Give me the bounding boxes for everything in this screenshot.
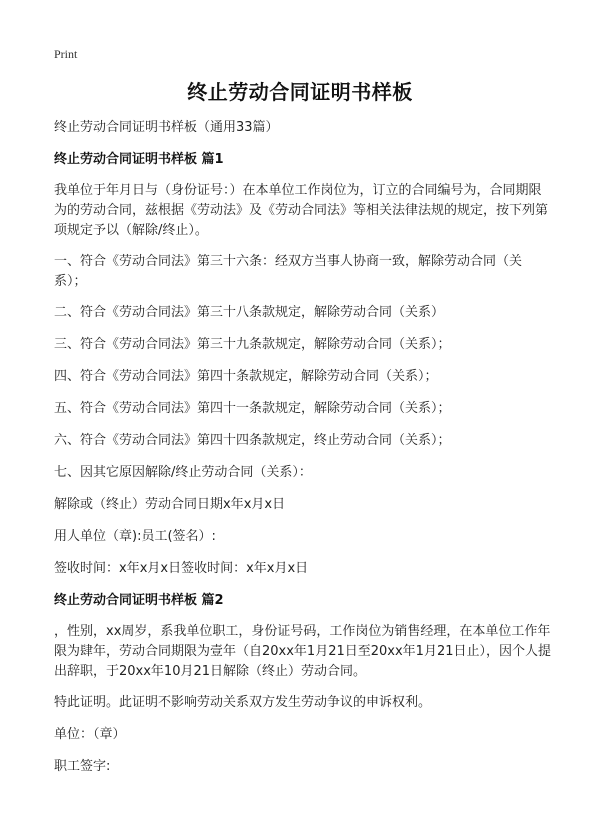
section-1-intro: 我单位于年月日与（身份证号：）在本单位工作岗位为，订立的合同编号为，合同期限为的劳动合同，兹根据《劳动法》及《劳动合同法》等相关法律法规的规定，按下列第项规定予以（解除/终止）。 <box>54 183 549 238</box>
document-body <box>54 118 552 789</box>
section-1-heading: 终止劳动合同证明书样板 篇1 <box>54 152 224 167</box>
certification-statement: 特此证明。此证明不影响劳动关系双方发生劳动争议的申诉权利。 <box>54 695 432 710</box>
document-subtitle: 终止劳动合同证明书样板（通用33篇） <box>54 120 279 135</box>
signature-line: 用人单位（章):员工(签名）: <box>54 529 216 544</box>
employee-signature-line: 职工签字: <box>54 759 111 774</box>
clause-item: 一、符合《劳动合同法》第三十六条：经双方当事人协商一致，解除劳动合同（关系）； <box>54 254 523 289</box>
clause-item: 三、符合《劳动合同法》第三十九条款规定，解除劳动合同（关系）； <box>54 337 451 352</box>
section-2-heading: 终止劳动合同证明书样板 篇2 <box>54 593 224 608</box>
unit-stamp-line: 单位：（章） <box>54 727 126 742</box>
clause-item: 五、符合《劳动合同法》第四十一条款规定，解除劳动合同（关系）； <box>54 401 451 416</box>
clause-item: 四、符合《劳动合同法》第四十条款规定，解除劳动合同（关系）； <box>54 369 438 384</box>
clause-item: 七、因其它原因解除/终止劳动合同（关系）： <box>54 465 312 480</box>
clause-item: 二、符合《劳动合同法》第三十八条款规定，解除劳动合同（关系） <box>54 305 445 320</box>
clause-item: 六、符合《劳动合同法》第四十四条款规定，终止劳动合同（关系）； <box>54 433 451 448</box>
print-label: Print <box>54 47 78 61</box>
page-title: 终止劳动合同证明书样板 <box>187 80 413 104</box>
receipt-time-line: 签收时间：x年x月x日签收时间：x年x月x日 <box>54 561 309 576</box>
termination-date-line: 解除或（终止）劳动合同日期x年x月x日 <box>54 497 286 512</box>
section-2-body: ，性别，xx周岁，系我单位职工，身份证号码，工作岗位为销售经理，在本单位工作年限为肆年，劳动合同期限为壹年（自20xx年1月21日至20xx年1月21日止），因个人提出辞职，于20xx年10月21日解除（终止）劳动合同。 <box>54 624 551 679</box>
